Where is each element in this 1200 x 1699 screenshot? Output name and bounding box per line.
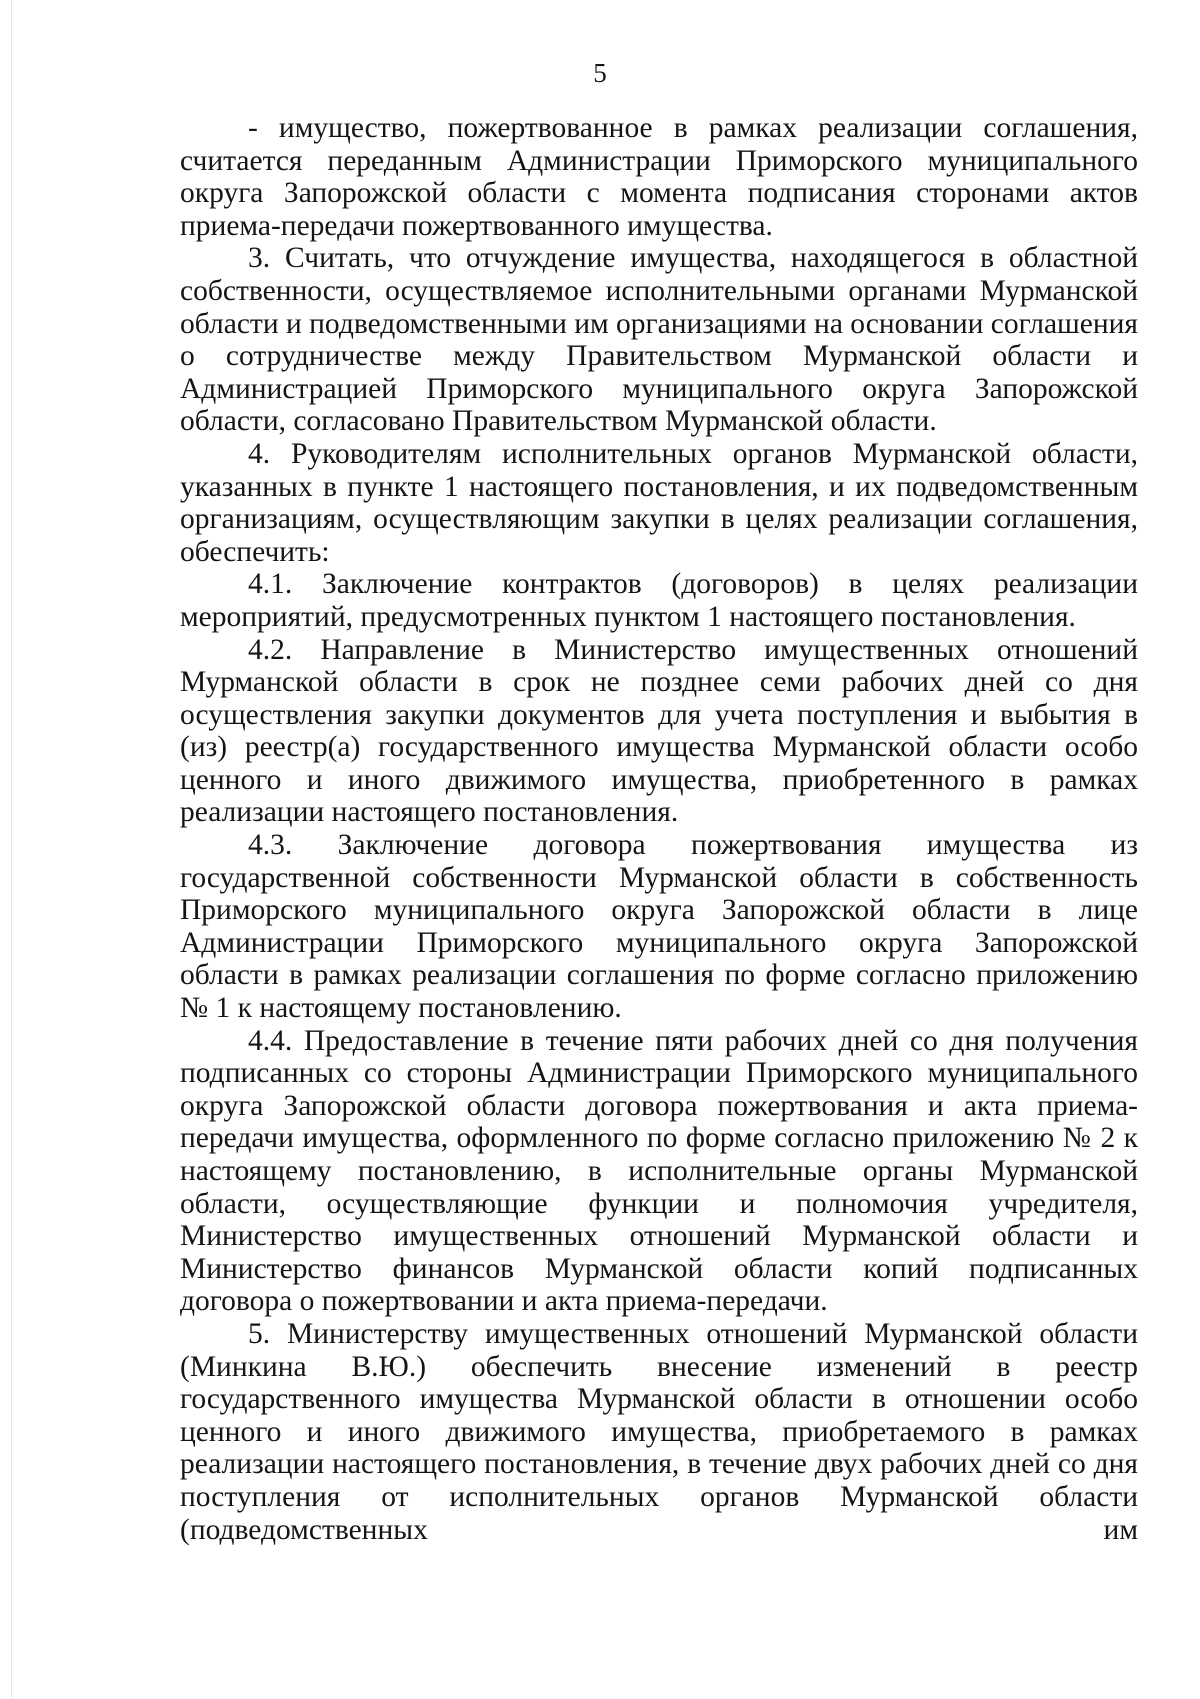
- paragraph-donated-property: - имущество, пожертвованное в рамках реализации соглашения, считается переданным Администрации Приморского муниципального округа Запорожской области с момента подписания сторонами актов приема-передачи пожертвованного имущества.: [180, 112, 1138, 242]
- paragraph-item-4: 4. Руководителям исполнительных органов Мурманской области, указанных в пункте 1 настоящего постановления, и их подведомственным организациям, осуществляющим закупки в целях реализации соглашения, обеспечить:: [180, 437, 1138, 568]
- document-body: [180, 112, 1138, 1546]
- paragraph-item-4-1: 4.1. Заключение контрактов (договоров) в целях реализации мероприятий, предусмотренных пунктом 1 настоящего постановления.: [180, 568, 1138, 633]
- paragraph-item-4-4: 4.4. Предоставление в течение пяти рабочих дней со дня получения подписанных со стороны Администрации Приморского муниципального округа Запорожской области договора пожертвования и акта приема-передачи имущества, оформленного по форме согласно приложению № 2 к настоящему постановлению, в исполнительные органы Мурманской области, осуществляющие функции и полномочия учредителя, Министерство имущественных отношений Мурманской области и Министерство финансов Мурманской области копий подписанных договора о пожертвовании и акта приема-передачи.: [180, 1024, 1138, 1318]
- paragraph-item-4-2: 4.2. Направление в Министерство имущественных отношений Мурманской области в срок не позднее семи рабочих дней со дня осуществления закупки документов для учета поступления и выбытия в (из) реестр(а) государственного имущества Мурманской области особо ценного и иного движимого имущества, приобретенного в рамках реализации настоящего постановления.: [180, 633, 1138, 829]
- page-number: 5: [593, 58, 607, 88]
- scan-edge-line: [11, 0, 12, 1699]
- paragraph-item-3: 3. Считать, что отчуждение имущества, находящегося в областной собственности, осуществляемое исполнительными органами Мурманской области и подведомственными им организациями на основании соглашения о сотрудничестве между Правительством Мурманской области и Администрацией Приморского муниципального округа Запорожской области, согласовано Правительством Мурманской области.: [180, 242, 1139, 438]
- paragraph-item-5: 5. Министерству имущественных отношений Мурманской области (Минкина В.Ю.) обеспечить внесение изменений в реестр государственного имущества Мурманской области в отношении особо ценного и иного движимого имущества, приобретаемого в рамках реализации настоящего постановления, в течение двух рабочих дней со дня поступления от исполнительных органов Мурманской области (подведомственных им: [180, 1317, 1138, 1546]
- paragraph-item-4-3: 4.3. Заключение договора пожертвования имущества из государственной собственности Мурманской области в собственность Приморского муниципального округа Запорожской области в лице Администрации Приморского муниципального округа Запорожской области в рамках реализации соглашения по форме согласно приложению № 1 к настоящему постановлению.: [180, 829, 1138, 1025]
